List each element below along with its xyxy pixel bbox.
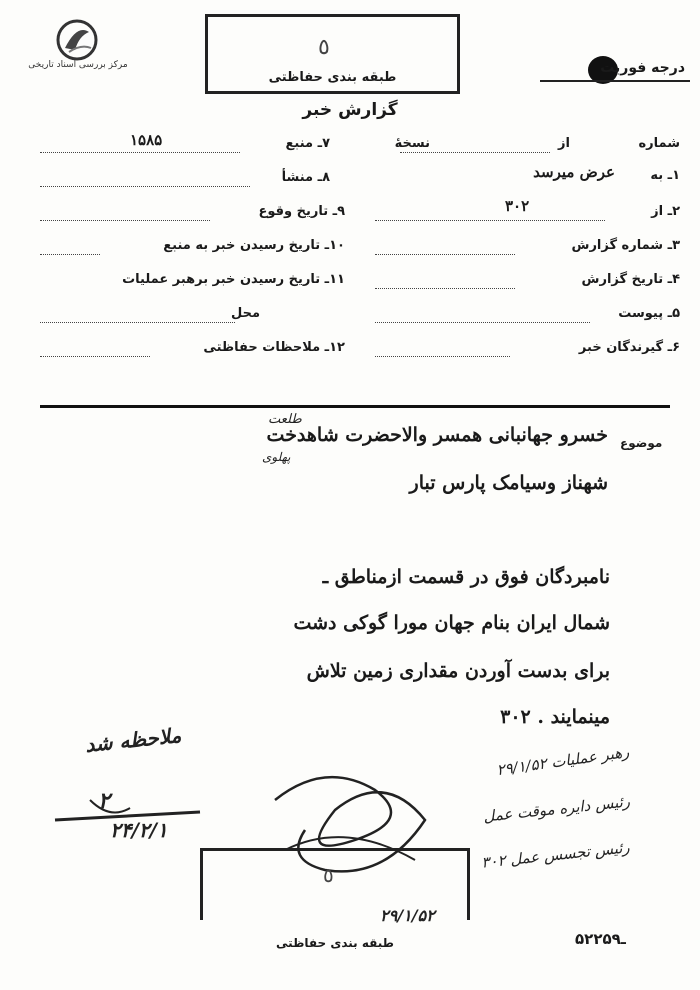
archive-logo-icon [55, 18, 99, 62]
source-dots [40, 152, 240, 153]
location-dots [40, 322, 235, 323]
classification-label: طبقه بندی حفاظتی [268, 70, 397, 85]
recipients-dots [375, 356, 510, 357]
subject-line-2: شهناز وسیامک پارس تبار [409, 472, 608, 494]
field-source-date-label: ۱۰ـ تاریخ رسیدن خبر به منبع [163, 238, 345, 253]
field-location-label: محل [230, 306, 260, 321]
security-notes-dots [40, 356, 150, 357]
seen-initial: ۲ [98, 788, 110, 814]
subject-label: موضوع [620, 436, 663, 450]
section-divider [40, 405, 670, 408]
occurrence-date-dots [40, 220, 210, 221]
body-line-4: مینمایند . ۳۰۲ [500, 706, 610, 728]
body-line-1: نامبردگان فوق در قسمت ازمناطق ـ [322, 566, 610, 588]
field-origin-label: ۸ـ منشأ [281, 170, 330, 185]
investigation-head-note: رئیس تجسس عمل ۳۰۲ [480, 838, 631, 872]
seen-note: ملاحظه شد [84, 723, 183, 757]
field-source-value: ۱۵۸۵ [130, 131, 163, 149]
field-source-label: ۷ـ منبع [285, 136, 330, 151]
report-number-dots [375, 254, 515, 255]
report-date-dots [375, 288, 515, 289]
operations-leader-note: رهبر عملیات ۲۹/۱/۵۲ [495, 742, 631, 780]
field-recipients-label: ۶ـ گیرندگان خبر [578, 340, 680, 355]
urgency-underline [540, 80, 690, 82]
field-from-label: ۲ـ از [651, 204, 680, 219]
number-dots [400, 152, 550, 153]
bottom-date: ۲۹/۱/۵۲ [380, 906, 435, 925]
subject-correction: طلعت [268, 412, 302, 427]
urgency-label: درجه فوریت [600, 60, 685, 76]
seen-date: ۲۴/۲/۱ [110, 818, 168, 842]
bottom-classification-label: طبقه بندی حفاظتی [276, 936, 394, 950]
classification-number: ٥ [318, 35, 330, 60]
classification-box [205, 14, 460, 94]
field-operations-date-label: ۱۱ـ تاریخ رسیدن خبر برهبر عملیات [122, 272, 345, 287]
origin-dots [40, 186, 250, 187]
field-from-value: ۳۰۲ [505, 197, 530, 215]
from-dots [375, 220, 605, 221]
copy-label: نسخهٔ [394, 136, 430, 151]
bottom-classification-number: ٥ [323, 863, 334, 887]
field-report-date-label: ۴ـ تاریخ گزارش [581, 272, 680, 287]
field-to-value: عرض میرسد [533, 163, 615, 181]
field-security-notes-label: ۱۲ـ ملاحظات حفاظتی [203, 340, 345, 355]
form-title: گزارش خبر [302, 100, 398, 120]
attachment-dots [375, 322, 590, 323]
subject-under-note: پهلوی [262, 450, 291, 464]
temporary-office-head-note: رئیس دایره موقت عمل [482, 792, 631, 826]
body-line-2: شمال ایران بنام جهان مورا گوکی دشت [293, 612, 610, 634]
document-number: ۵۲ـ۲۵۹ [575, 930, 626, 948]
from-label: از [558, 136, 570, 151]
field-report-number-label: ۳ـ شماره گزارش [571, 238, 680, 253]
subject-line-1: خسرو جهانبانی همسر والاحضرت شاهدخت [266, 424, 608, 446]
field-occurrence-date-label: ۹ـ تاریخ وقوع [258, 204, 345, 219]
field-attachment-label: ۵ـ پیوست [618, 306, 680, 321]
field-to-label: ۱ـ به [650, 168, 680, 183]
archive-logo-text: مرکز بررسی اسناد تاریخی [28, 60, 128, 70]
body-line-3: برای بدست آوردن مقداری زمین تلاش [306, 660, 610, 682]
source-date-dots [40, 254, 100, 255]
field-number-label: شماره [638, 136, 680, 151]
